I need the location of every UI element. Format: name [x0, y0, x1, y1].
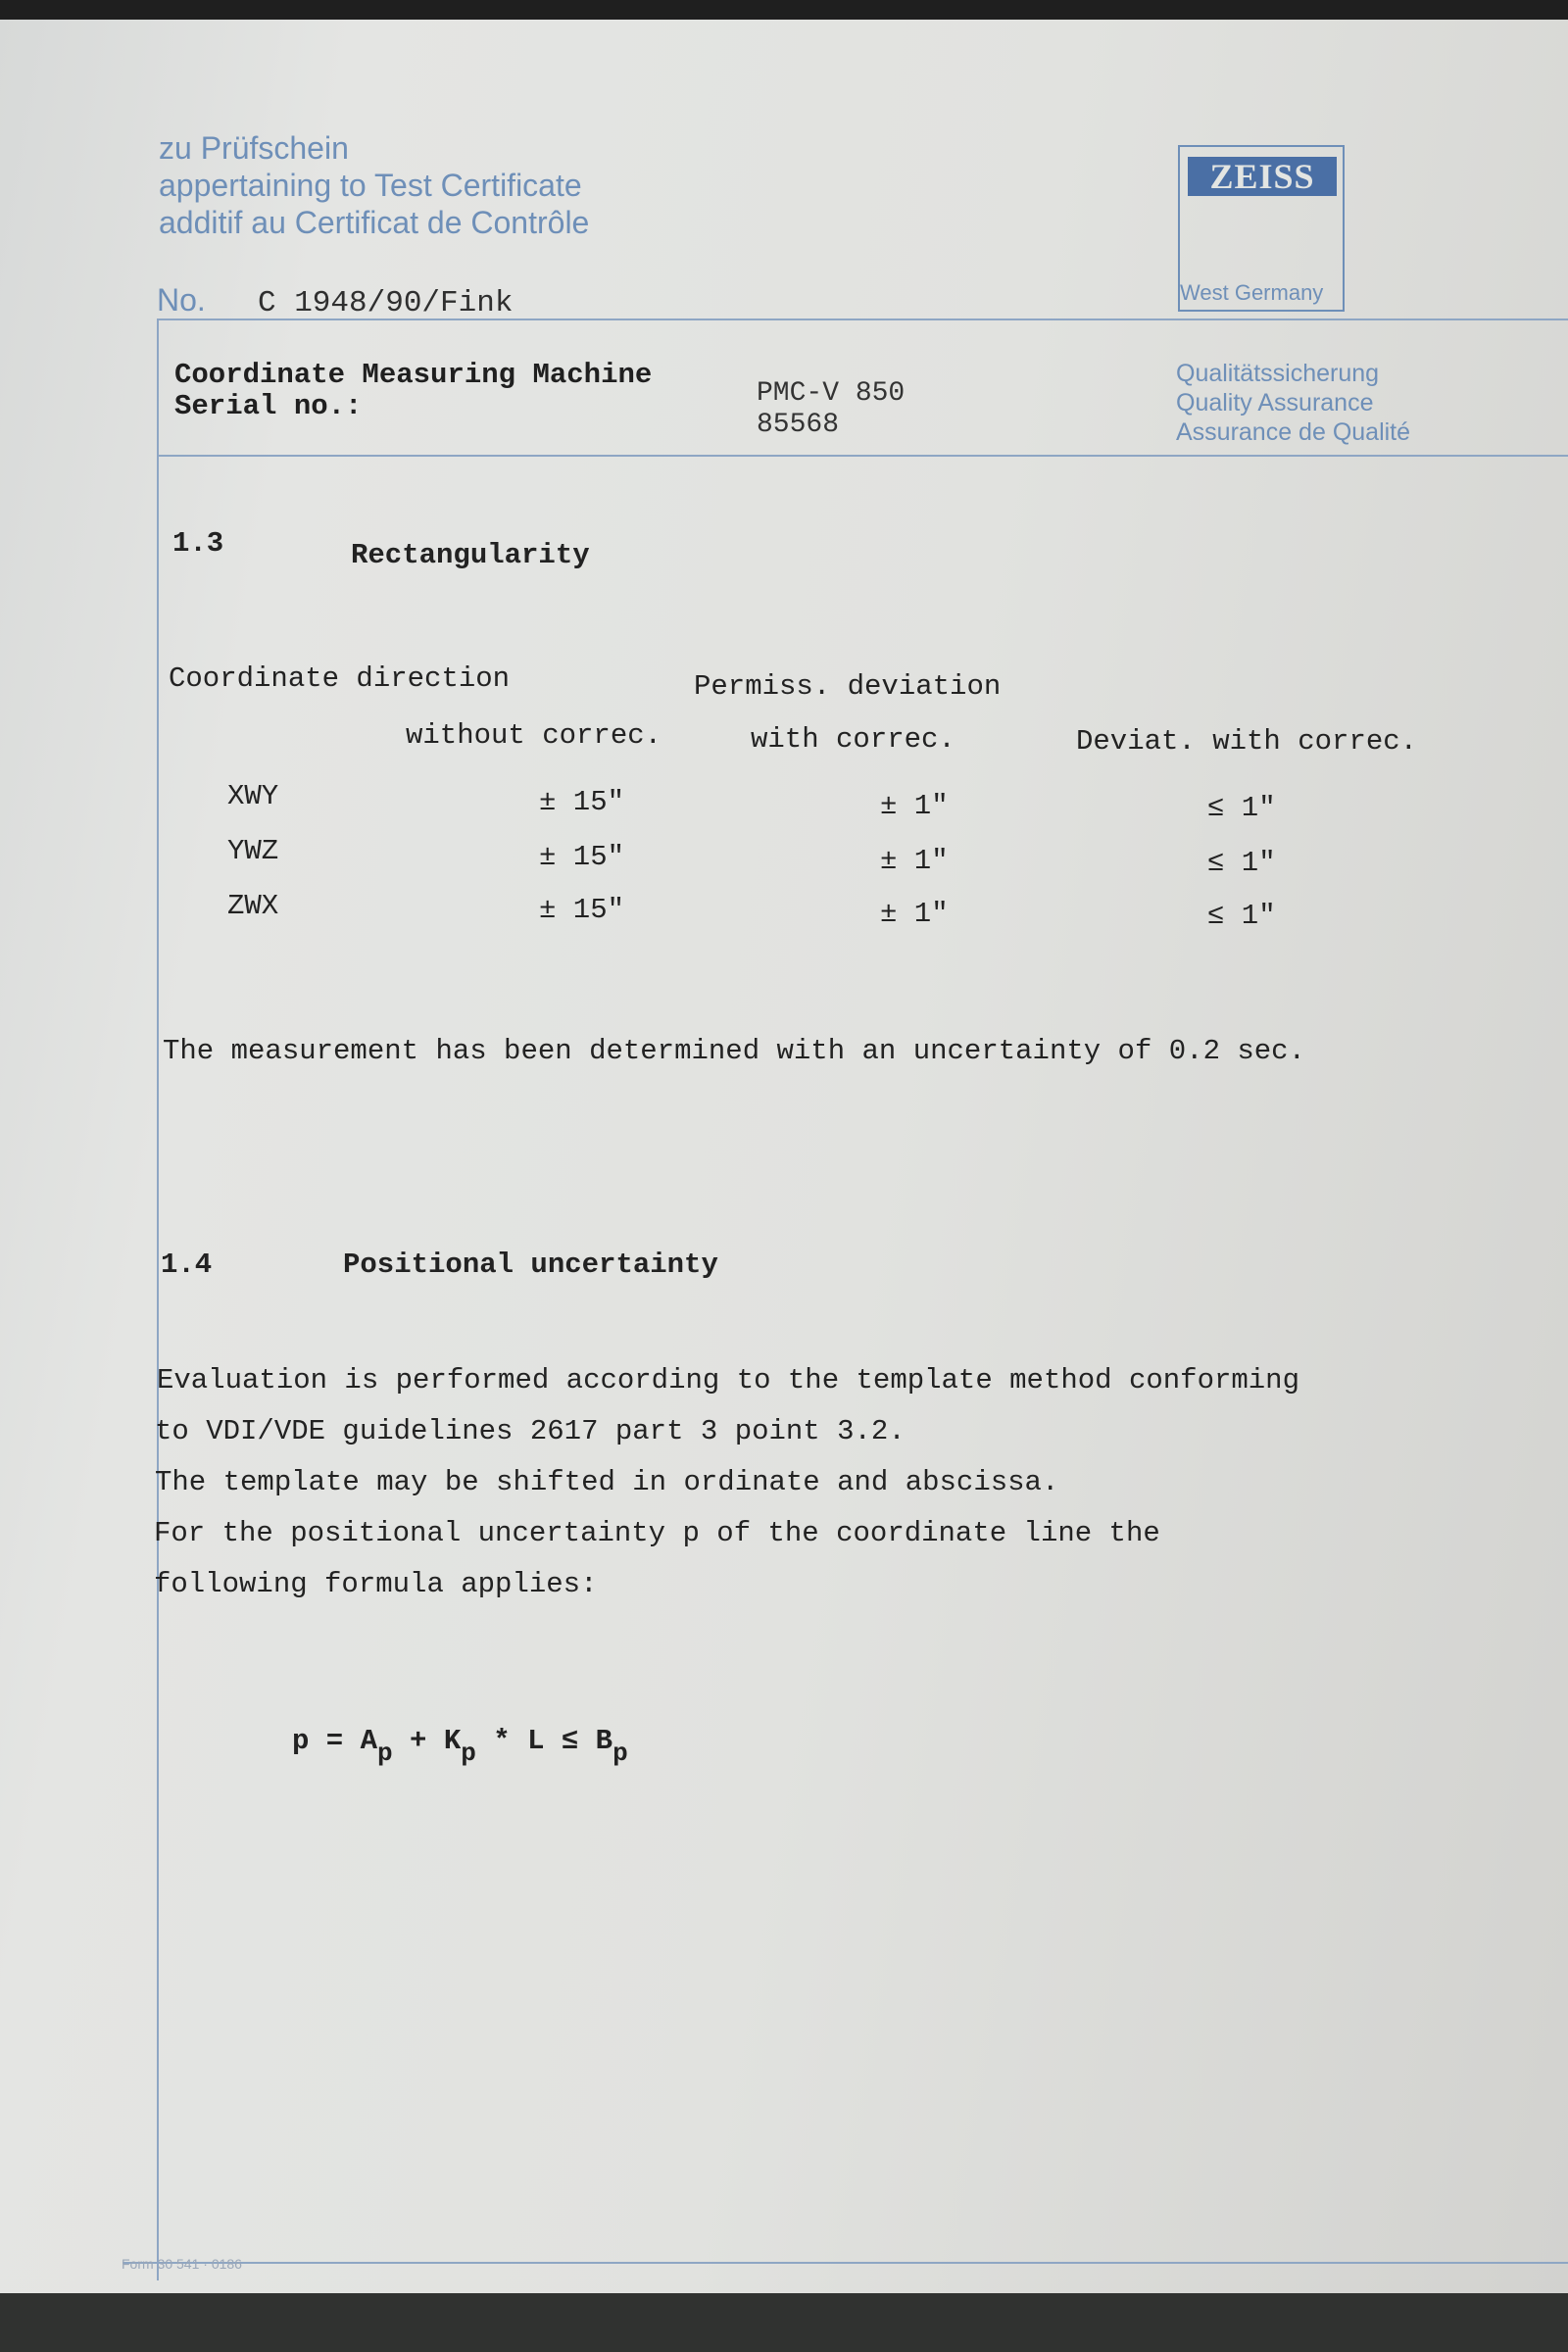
formula-mid: + K [392, 1725, 462, 1757]
body-line: For the positional uncertainty p of the coordinate line the [154, 1517, 1160, 1549]
formula-sub-b: p [612, 1739, 628, 1768]
certificate-header [159, 129, 589, 241]
table-cell-with: ± 1" [880, 790, 949, 822]
machine-values [757, 378, 905, 441]
table-cell-with: ± 1" [880, 898, 949, 930]
col-head-permissible: Permiss. deviation [694, 670, 1002, 703]
table-cell-deviation: ≤ 1" [1207, 792, 1276, 824]
form-number: Form 30 541 · 0186 [122, 2256, 242, 2272]
formula-tail: * L ≤ B [475, 1725, 613, 1757]
content-frame [157, 318, 1568, 2280]
col-head-coordinate: Coordinate direction [169, 662, 511, 695]
table-cell-deviation: ≤ 1" [1207, 900, 1276, 932]
qa-line-fr: Assurance de Qualité [1176, 418, 1411, 446]
body-line: to VDI/VDE guidelines 2617 part 3 point 3.2. [155, 1415, 906, 1447]
table-cell-with: ± 1" [880, 845, 949, 877]
logo-country: West Germany [1180, 280, 1324, 305]
section-title: Positional uncertainty [343, 1249, 718, 1281]
formula-sub-a: p [377, 1739, 393, 1768]
qa-line-de: Qualitätssicherung [1176, 360, 1380, 387]
certificate-page [0, 20, 1568, 2313]
header-divider [157, 455, 1568, 457]
section-number: 1.3 [172, 527, 224, 560]
section-number: 1.4 [161, 1249, 213, 1281]
body-line: following formula applies: [154, 1568, 598, 1600]
formula [292, 1725, 628, 1768]
table-cell-direction: ZWX [227, 890, 279, 922]
table-cell-direction: YWZ [227, 835, 279, 867]
col-head-with: with correc. [751, 723, 956, 756]
number-label: No. [157, 282, 206, 318]
header-line-fr: additif au Certificat de Contrôle [159, 205, 590, 240]
bottom-edge [0, 2293, 1568, 2352]
machine-serial: 85568 [757, 410, 840, 440]
col-head-without: without correc. [406, 719, 662, 752]
header-line-de: zu Prüfschein [159, 130, 349, 166]
zeiss-logo [1178, 145, 1345, 312]
machine-labels [174, 360, 652, 422]
certificate-number [157, 282, 513, 320]
section-title: Rectangularity [351, 539, 590, 571]
formula-start: p = A [292, 1725, 378, 1757]
uncertainty-note: The measurement has been determined with an uncertainty of 0.2 sec. [163, 1035, 1305, 1067]
table-cell-without: ± 15" [539, 786, 625, 818]
machine-label: Coordinate Measuring Machine [174, 359, 653, 391]
table-cell-deviation: ≤ 1" [1207, 847, 1276, 879]
header-line-en: appertaining to Test Certificate [159, 168, 582, 203]
logo-wordmark: ZEISS [1188, 157, 1337, 196]
body-line: The template may be shifted in ordinate and abscissa. [155, 1466, 1059, 1498]
quality-assurance [1176, 359, 1410, 447]
formula-sub-k: p [461, 1739, 476, 1768]
body-line: Evaluation is performed according to the template method conforming [157, 1364, 1299, 1396]
bottom-rule [122, 2262, 1568, 2264]
number-value: C 1948/90/Fink [258, 286, 514, 320]
table-cell-without: ± 15" [539, 841, 625, 873]
serial-label: Serial no.: [174, 390, 363, 422]
qa-line-en: Quality Assurance [1176, 389, 1374, 416]
table-cell-without: ± 15" [539, 894, 625, 926]
machine-model: PMC-V 850 [757, 378, 906, 409]
col-head-deviation: Deviat. with correc. [1076, 725, 1418, 758]
table-cell-direction: XWY [227, 780, 279, 812]
